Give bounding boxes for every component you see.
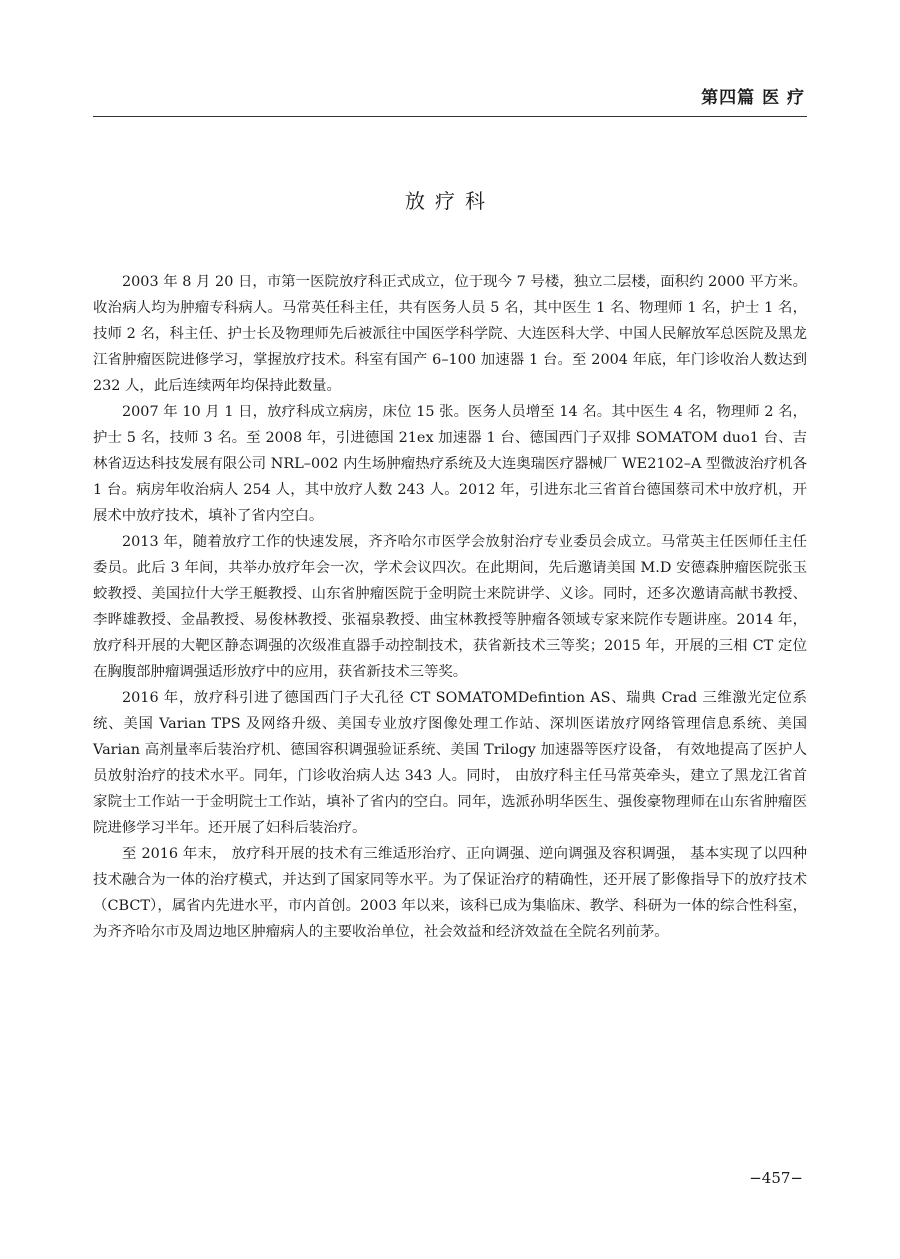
section-title: 放疗科 xyxy=(405,189,495,213)
running-header xyxy=(93,86,807,117)
paragraph: 2013 年，随着放疗工作的快速发展，齐齐哈尔市医学会放射治疗专业委员会成立。马常英主任医师任主任委员。此后 3 年间，共举办放疗年会一次，学术会议四次。在此期间，先后邀请美国 M.D 安德森肿瘤医院张玉蛟教授、美国拉什大学王艇教授、山东省肿瘤医院于金明院士来院讲学、义诊。同时，还多次邀请高献书教授、李晔雄教授、金晶教授、易俊林教授、张福泉教授、曲宝林教授等肿瘤各领域专家来院作专题讲座。2014 年，放疗科开展的大靶区静态调强的次级准直器手动控制技术，获省新技术三等奖；2015 年，开展的三相 CT 定位在胸腹部肿瘤调强适形放疗中的应用，获省新技术三等奖。 xyxy=(93,534,807,680)
paragraph: 2016 年，放疗科引进了德国西门子大孔径 CT SOMATOMDefintion AS、瑞典 Crad 三维激光定位系统、美国 Varian TPS 及网络升级、美国专业放疗图像处理工作站、深圳医诺放疗网络管理信息系统、美国 Varian 高剂量率后装治疗机、德国容积调强验证系统、美国 Trilogy 加速器等医疗设备， 有效地提高了医护人员放射治疗的技术水平。同年，门诊收治病人达 343 人。同时， 由放疗科主任马常英牵头，建立了黑龙江省首家院士工作站一于金明院士工作站，填补了省内的空白。同年，选派孙明华医生、强俊豪物理师在山东省肿瘤医院进修学习半年。还开展了妇科后装治疗。 xyxy=(93,690,807,836)
running-header-title: 第四篇 医 疗 xyxy=(701,88,805,108)
body-text xyxy=(93,269,807,945)
paragraph: 至 2016 年末， 放疗科开展的技术有三维适形治疗、正向调强、逆向调强及容积调强， 基本实现了以四种技术融合为一体的治疗模式，并达到了国家同等水平。为了保证治疗的精确性，还开展了影像指导下的放疗技术（CBCT），属省内先进水平，市内首创。2003 年以来，该科已成为集临床、教学、科研为一体的综合性科室，为齐齐哈尔市及周边地区肿瘤病人的主要收治单位，社会效益和经济效益在全院名列前茅。 xyxy=(93,846,807,940)
paragraph: 2007 年 10 月 1 日，放疗科成立病房，床位 15 张。医务人员增至 14 名。其中医生 4 名，物理师 2 名，护士 5 名，技师 3 名。至 2008 年，引进德国 21ex 加速器 1 台、德国西门子双排 SOMATOM duo1 台、吉林省迈达科技发展有限公司 NRL–002 内生场肿瘤热疗系统及大连奥瑞医疗器械厂 WE2102–A 型微波治疗机各 1 台。病房年收治病人 254 人，其中放疗人数 243 人。2012 年，引进东北三省首台德国蔡司术中放疗机，开展术中放疗技术，填补了省内空白。 xyxy=(93,404,807,524)
paragraph: 2003 年 8 月 20 日，市第一医院放疗科正式成立，位于现今 7 号楼，独立二层楼，面积约 2000 平方米。收治病人均为肿瘤专科病人。马常英任科主任，共有医务人员 5 名，其中医生 1 名、物理师 1 名，护士 1 名，技师 2 名，科主任、护士长及物理师先后被派往中国医学科学院、大连医科大学、中国人民解放军总医院及黑龙江省肿瘤医院进修学习，掌握放疗技术。科室有国产 6–100 加速器 1 台。至 2004 年底，年门诊收治人数达到 232 人，此后连续两年均保持此数量。 xyxy=(93,274,807,394)
page-number: −457− xyxy=(749,1169,803,1187)
